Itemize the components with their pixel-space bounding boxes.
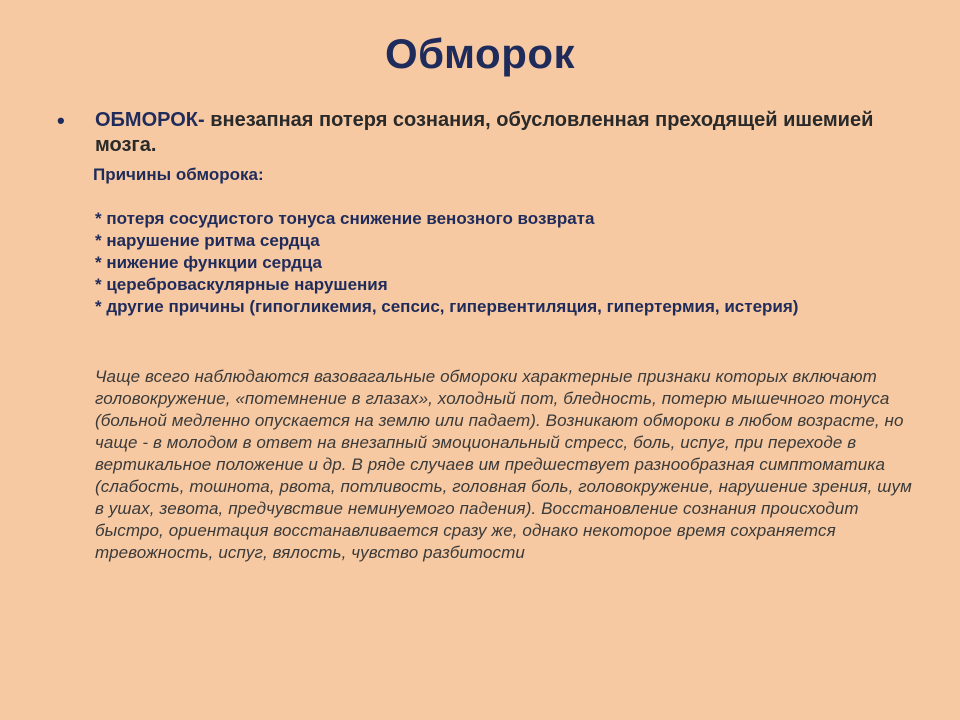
causes-heading: Причины обморока: bbox=[93, 165, 264, 184]
cause-item: * нижение функции сердца bbox=[95, 253, 322, 272]
bullet-marker: • bbox=[57, 108, 65, 133]
cause-item: * другие причины (гипогликемия, сепсис, гипервентиляция, гипертермия, истерия) bbox=[95, 297, 799, 316]
description-paragraph: Чаще всего наблюдаются вазовагальные обмороки характерные признаки которых включают головокружение, «потемнение в глазах», холодный пот, бледность, потерю мышечного тонуса (больной медленно опускается на землю или падает). Возникают обмороки в любом возрасте, но чаще - в молодом в ответ на внезапный эмоциональный стресс, боль, испуг, при переходе в вертикальное положение и др. В ряде случаев им предшествует разнообразная симптоматика (слабость, тошнота, рвота, потливость, головная боль, головокружение, нарушение зрения, шум в ушах, зевота, предчувствие неминуемого падения). Восстановление сознания происходит быстро, ориентация восстанавливается сразу же, однако некоторое время сохраняется тревожность, испуг, вялость, чувство разбитости bbox=[95, 367, 912, 562]
definition-text: внезапная потеря сознания, обусловленная преходящей ишемией мозга. bbox=[95, 109, 874, 156]
cause-item: * нарушение ритма сердца bbox=[95, 231, 320, 250]
slide-title: Обморок bbox=[384, 30, 576, 77]
causes-list bbox=[95, 208, 855, 318]
definition-paragraph bbox=[95, 108, 915, 158]
cause-item: * цереброваскулярные нарушения bbox=[95, 275, 388, 294]
definition-term: ОБМОРОК- bbox=[95, 109, 205, 131]
cause-item: * потеря сосудистого тонуса снижение венозного возврата bbox=[95, 209, 595, 228]
